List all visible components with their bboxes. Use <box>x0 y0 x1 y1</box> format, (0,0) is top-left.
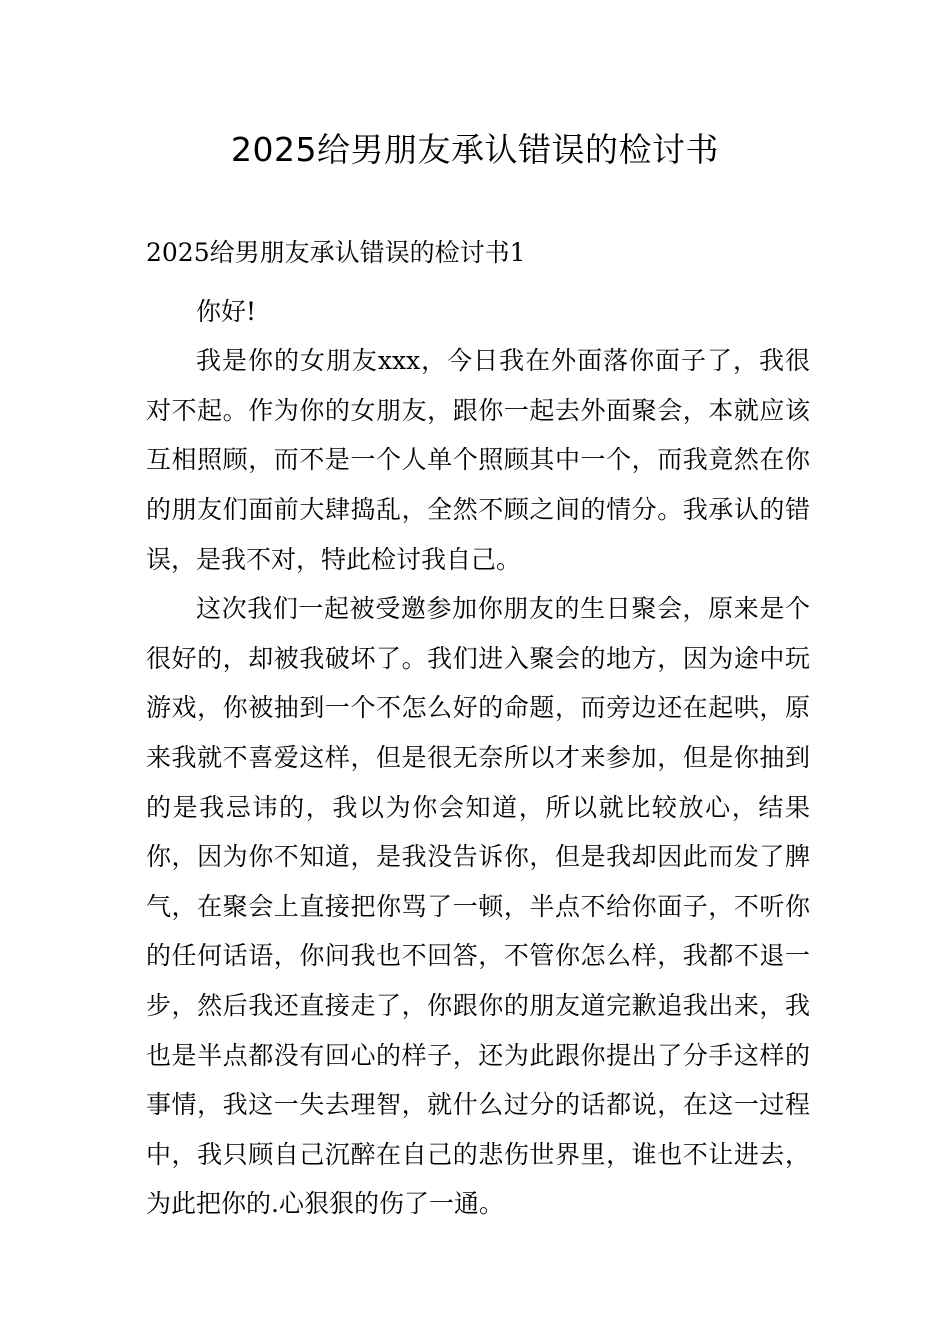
document-body <box>146 228 810 1229</box>
greeting-line: 你好! <box>196 296 257 326</box>
paragraph-2: 这次我们一起被受邀参加你朋友的生日聚会，原来是个很好的，却被我破坏了。我们进入聚会的地方，因为途中玩游戏，你被抽到一个不怎么好的命题，而旁边还在起哄，原来我就不喜爱这样，但是很无奈所以才来参加，但是你抽到的是我忌讳的，我以为你会知道，所以就比较放心，结果你，因为你不知道，是我没告诉你，但是我却因此而发了脾气，在聚会上直接把你骂了一顿，半点不给你面子，不听你的任何话语，你问我也不回答，不管你怎么样，我都不退一步，然后我还直接走了，你跟你的朋友道完歉追我出来，我也是半点都没有回心的样子，还为此跟你提出了分手这样的事情，我这一失去理智，就什么过分的话都说，在这一过程中，我只顾自己沉醉在自己的悲伤世界里，谁也不让进去，为此把你的.心狠狠的伤了一通。 <box>146 594 810 1219</box>
document-title: 2025给男朋友承认错误的检讨书 <box>231 130 719 169</box>
paragraph-1: 我是你的女朋友xxx，今日我在外面落你面子了，我很对不起。作为你的女朋友，跟你一起去外面聚会，本就应该互相照顾，而不是一个人单个照顾其中一个，而我竟然在你的朋友们面前大肆捣乱，全然不顾之间的情分。我承认的错误，是我不对，特此检讨我自己。 <box>146 346 810 574</box>
spacer <box>146 278 810 287</box>
document-subtitle: 2025给男朋友承认错误的检讨书1 <box>146 238 526 267</box>
